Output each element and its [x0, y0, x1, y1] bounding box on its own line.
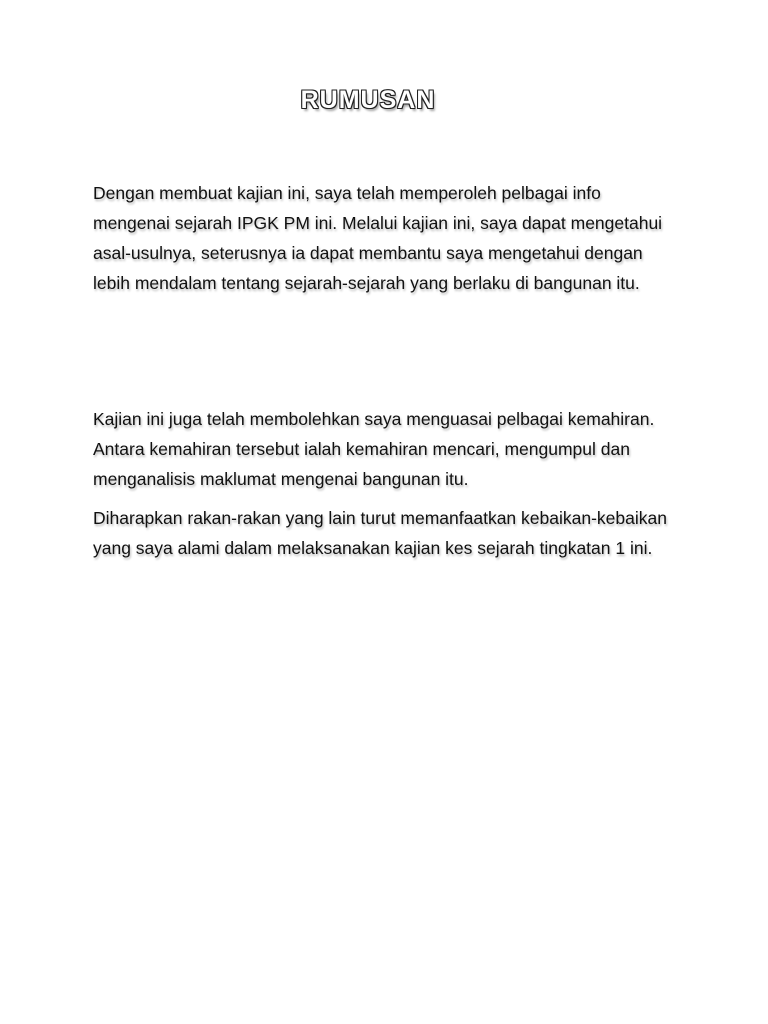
page-title: RUMUSAN [300, 86, 436, 114]
paragraph-2: Kajian ini juga telah membolehkan saya menguasai pelbagai kemahiran. Antara kemahiran tersebut ialah kemahiran mencari, mengumpul dan menganalisis maklumat mengenai bangunan itu. [93, 409, 655, 489]
paragraph-1: Dengan membuat kajian ini, saya telah memperoleh pelbagai info mengenai sejarah IPGK PM ini. Melalui kajian ini, saya dapat mengetahui asal-usulnya, seterusnya ia dapat membantu saya mengetahui dengan lebih mendalam tentang sejarah-sejarah yang berlaku di bangunan itu. [93, 183, 663, 293]
paragraph-3: Diharapkan rakan-rakan yang lain turut memanfaatkan kebaikan-kebaikan yang saya alami dalam melaksanakan kajian kes sejarah tingkatan 1 ini. [93, 508, 667, 558]
